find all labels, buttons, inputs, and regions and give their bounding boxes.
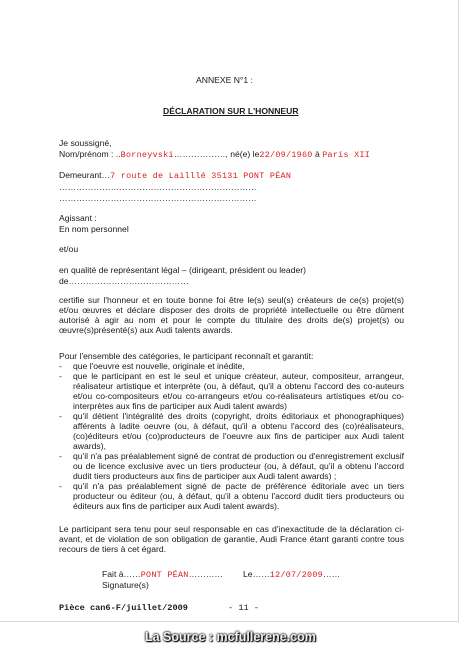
a-label: à: [312, 149, 323, 159]
le-label: Le: [243, 569, 253, 579]
place-dots-after: …………: [188, 569, 223, 579]
ne-label: né(e) le: [230, 149, 260, 159]
fait-line: [102, 569, 223, 580]
address-value: 7 route de Lailllé 35131 PONT PÉAN: [110, 171, 292, 181]
guarantee-item: - qu'il détient l'intégralité des droits (copyright, droits éditoriaux et phonographiques) afférents à ladite oeuvre (ou, à défaut, qu'il a obtenu l'accord des (co)réalisateurs, (co)éditeurs et/ou (co)producteurs de l'oeuvre aux fins de participer aux Audi talent awards),: [59, 411, 404, 451]
source-watermark: La Source : mcfullerene.com: [145, 630, 316, 644]
nom-dots-after: ………………,: [173, 149, 231, 159]
nom-line: [59, 149, 370, 160]
guarantee-item: - qu'il n'a pas préalablement signé de contrat de production ou d'enregistrement exclusif ou de licence exclusive avec un tiers producteur (ou, à défaut, qu'il a obtenu l'accord dudit tiers producteurs aux fins de participer aux Audi talent awards) ;: [59, 451, 404, 481]
signature-label: Signature(s): [102, 580, 149, 590]
date-dots-after: ……: [323, 569, 341, 579]
guarantee-item: - qu'il n'a pas préalablement signé de pacte de préférence éditoriale avec un tiers producteur ou éditeur (ou, à défaut, qu'il a obtenu l'accord dudit tiers producteurs ou éditeurs aux fins de participer aux Audi talent awards).: [59, 481, 404, 511]
date-value: 12/07/2009: [269, 570, 324, 580]
de-line: de……………………………………: [59, 276, 189, 286]
nom-label: Nom/prénom :: [59, 149, 116, 159]
guarantees-intro: Pour l'ensemble des catégories, le participant reconnaît et garantit:: [59, 351, 314, 361]
piece-reference: Pièce can6-F/juillet/2009: [59, 603, 188, 613]
dob-value: 22/09/1960: [259, 150, 313, 160]
agissant-label: Agissant :: [59, 213, 97, 223]
option-or: et/ou: [59, 244, 79, 254]
declaration-title: DÉCLARATION SUR L'HONNEUR: [163, 106, 299, 116]
date-line: [243, 569, 340, 580]
certification-text: certifie sur l'honneur et en toute bonne foi être le(s) seul(s) créateurs de ce(s) projet(s) et/ou œuvres et déclare disposer des droits de propriété intellectuelle ou être dûment autorisé à agir au nom et pour le compte du titulaire des droits de(s) projet(s) ou œuvre(s)présenté(s) aux Audi talents awards.: [59, 295, 404, 335]
fait-dots: ……: [123, 569, 141, 579]
nom-dots-before: ..: [115, 149, 121, 159]
dots-line-2: ……………………………………………………………: [59, 193, 257, 203]
guarantees-list: [59, 361, 404, 511]
guarantee-item: - que le participant en est le seul et unique créateur, auteur, compositeur, arrangeur, réalisateur artistique et interprète (ou, à défaut, qu'il a obtenu l'accord des co-auteurs et/ou co-compositeurs et/ou co-arrangeurs et/ou co-réalisateurs artistiques et/ou co-interprètes aux fins de participer aux Audi talent awards): [59, 371, 404, 411]
birthplace-value: Paris XII: [322, 150, 371, 160]
dots-line-1: ……………………………………………………………: [59, 182, 257, 192]
guarantee-item: - que l'oeuvre est nouvelle, originale et inédite,: [59, 361, 245, 371]
demeurant-label: Demeurant…: [59, 170, 111, 180]
annex-title: ANNEXE N°1 :: [196, 75, 253, 85]
responsibility-text: Le participant sera tenu pour seul responsable en cas d'inexactitude de la déclaration ci-avant, et de violation de son obligation de garantie, Audi France étant garanti contre tous recours de tiers à cet égard.: [59, 524, 404, 554]
nom-value: Borneyvski: [120, 150, 174, 160]
je-soussigne-label: Je soussigné,: [59, 138, 112, 148]
option-personal: En nom personnel: [59, 224, 129, 234]
page-number: - 11 -: [228, 603, 259, 613]
le-dots: ……: [252, 569, 270, 579]
option-representative: en qualité de représentant légal – (dirigeant, président ou leader): [59, 265, 306, 275]
fait-label: Fait à: [102, 569, 124, 579]
place-value: PONT PÉAN: [140, 570, 189, 580]
demeurant-line: [59, 170, 291, 181]
